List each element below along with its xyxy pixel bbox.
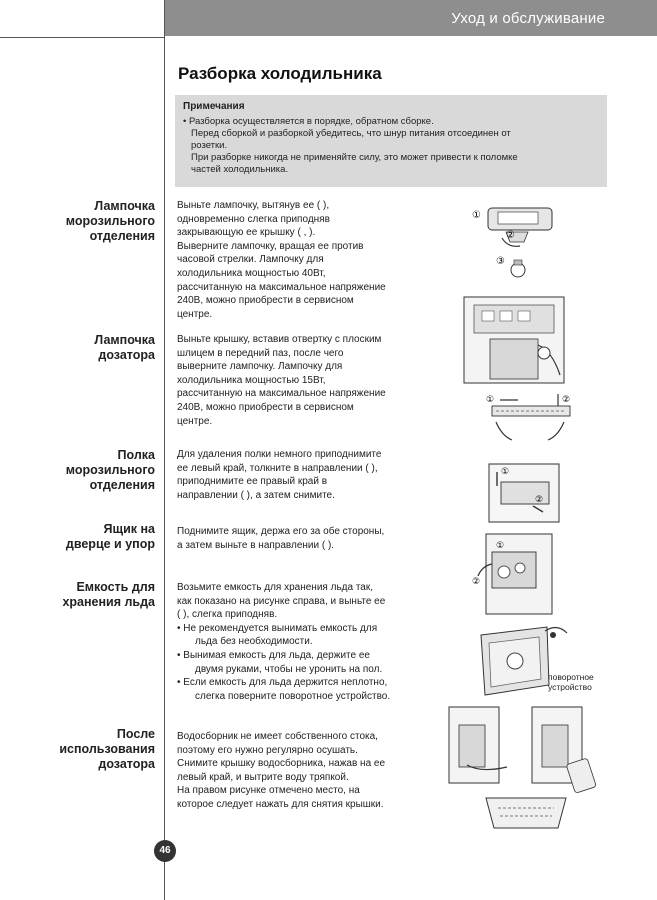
label-line: дверце и упор [65, 537, 155, 551]
text-line: Водосборник не имеет собственного стока, [177, 731, 378, 742]
section-text-freezer-lamp [177, 199, 417, 321]
text-line: Выньте крышку, вставив отвертку с плоским [177, 334, 382, 345]
section-text-freezer-shelf [177, 448, 417, 502]
bullet-line: двумя руками, чтобы не уронить на пол. [195, 663, 383, 675]
text-line: Снимите крышку водосборника, нажав на ее [177, 758, 386, 770]
label-line: использования [59, 742, 155, 756]
bullet-item [177, 622, 417, 649]
freezer-lamp-illustration [468, 202, 568, 292]
label-line: Лампочка [94, 333, 155, 347]
section-label-ice-bin [0, 580, 155, 610]
text-line: одновременно слегка приподняв [177, 213, 330, 225]
freezer-shelf-illustration [478, 392, 578, 452]
text-line: Для удаления полки немного приподнимите [177, 449, 382, 460]
bullet-line: • Если емкость для льда держится неплотно, [177, 677, 388, 689]
step-marker: ① [496, 541, 505, 551]
section-label-freezer-lamp [0, 199, 155, 244]
margin-divider [164, 0, 165, 900]
label-line: дозатора [98, 348, 155, 362]
drip-tray-illustration-right [530, 705, 610, 795]
text-line: ( ), слегка приподняв. [177, 609, 278, 621]
section-label-freezer-shelf [0, 448, 155, 493]
notes-line: частей холодильника. [191, 164, 289, 175]
text-line: На правом рисунке отмечено место, на [177, 785, 360, 797]
step-marker: ① [501, 467, 510, 477]
ice-bin-illustration-top [470, 532, 560, 617]
label-line: Емкость для [76, 580, 155, 594]
text-line: центре. [177, 308, 213, 320]
page-title: Разборка холодильника [178, 64, 382, 83]
bullet-line: • Не рекомендуется вынимать емкость для [177, 622, 378, 634]
text-line: Выньте лампочку, вытянув ее ( ), [177, 200, 330, 211]
text-line: приподнимите ее правый край в [177, 476, 328, 488]
text-line: выверните лампочку. Лампочку для [177, 361, 343, 373]
text-line: холодильника мощностью 40Вт, [177, 267, 326, 279]
section-label-door-bin [0, 522, 155, 552]
text-line: как показано на рисунке справа, и выньте ее [177, 595, 386, 607]
text-line: Выверните лампочку, вращая ее против [177, 240, 364, 252]
label-line: морозильного [65, 214, 155, 228]
section-text-dispenser-lamp [177, 333, 417, 428]
bullet-item [177, 676, 417, 703]
bullet-line: • Вынимая емкость для льда, держите ее [177, 649, 370, 661]
text-line: направлении ( ), а затем снимите. [177, 489, 335, 501]
text-line: центре. [177, 415, 213, 427]
section-label-after-dispenser [0, 727, 155, 772]
text-line: 240В, можно приобрести в сервисном [177, 401, 354, 413]
header-bar [165, 0, 657, 36]
notes-heading: Примечания [183, 101, 245, 112]
drip-tray-illustration-left [447, 705, 515, 787]
step-marker: ② [472, 577, 481, 587]
text-line: часовой стрелки. Лампочку для [177, 254, 324, 266]
section-text-ice-bin [177, 581, 417, 703]
bullet-line: слегка поверните поворотное устройство. [195, 690, 391, 702]
step-marker: ② [562, 395, 571, 405]
notes-line: При разборке никогда не применяйте силу, это может привести к поломке [191, 152, 518, 163]
text-line: рассчитанную на максимальное напряжение [177, 388, 386, 400]
label-line: отделения [89, 478, 155, 492]
notes-line: Перед сборкой и разборкой убедитесь, что шнур питания отсоединен от [191, 128, 511, 139]
rotating-device-caption [548, 672, 594, 692]
text-line: шлицем в передний паз, после чего [177, 347, 344, 359]
section-text-after-dispenser [177, 730, 417, 812]
step-marker: ① [472, 210, 481, 221]
label-line: дозатора [98, 757, 155, 771]
bullet-item [177, 649, 417, 676]
text-line: рассчитанную на максимальное напряжение [177, 281, 386, 293]
header-title: Уход и обслуживание [451, 10, 605, 27]
step-marker: ① [486, 395, 495, 405]
notes-text [183, 116, 599, 176]
page-number: 46 [154, 840, 176, 862]
text-line: закрывающую ее крышку ( , ). [177, 227, 316, 239]
text-line: а затем выньте в направлении ( ). [177, 539, 335, 551]
label-line: морозильного [65, 463, 155, 477]
caption-line: устройство [548, 682, 592, 692]
label-line: хранения льда [62, 595, 155, 609]
notes-box [175, 95, 607, 187]
label-line: отделения [89, 229, 155, 243]
door-bin-illustration [483, 462, 563, 524]
text-line: ее левый край, толкните в направлении ( ), [177, 462, 378, 474]
dispenser-lamp-illustration [460, 295, 570, 385]
bullet-line: льда без необходимости. [195, 636, 313, 648]
text-line: которое следует нажать для снятия крышки. [177, 798, 384, 810]
notes-line: розетки. [191, 140, 228, 151]
step-marker: ③ [496, 256, 505, 267]
text-line: Возьмите емкость для хранения льда так, [177, 582, 374, 593]
drip-tray-cover-illustration [476, 794, 576, 834]
step-marker: ② [506, 230, 515, 241]
label-line: Полка [117, 448, 155, 462]
label-line: Ящик на [103, 522, 155, 536]
text-line: левый край, и вытрите воду тряпкой. [177, 771, 349, 783]
notes-line: • Разборка осуществляется в порядке, обратном сборке. [183, 116, 434, 127]
section-text-door-bin [177, 525, 417, 552]
text-line: поэтому его нужно регулярно осушать. [177, 744, 358, 756]
caption-line: поворотное [548, 672, 594, 682]
text-line: 240В, можно приобрести в сервисном [177, 295, 354, 307]
text-line: холодильника мощностью 15Вт, [177, 374, 326, 386]
text-line: Поднимите ящик, держа его за обе стороны, [177, 526, 385, 537]
header-divider [0, 37, 165, 38]
step-marker: ② [535, 495, 544, 505]
label-line: После [116, 727, 155, 741]
label-line: Лампочка [94, 199, 155, 213]
section-label-dispenser-lamp [0, 333, 155, 363]
